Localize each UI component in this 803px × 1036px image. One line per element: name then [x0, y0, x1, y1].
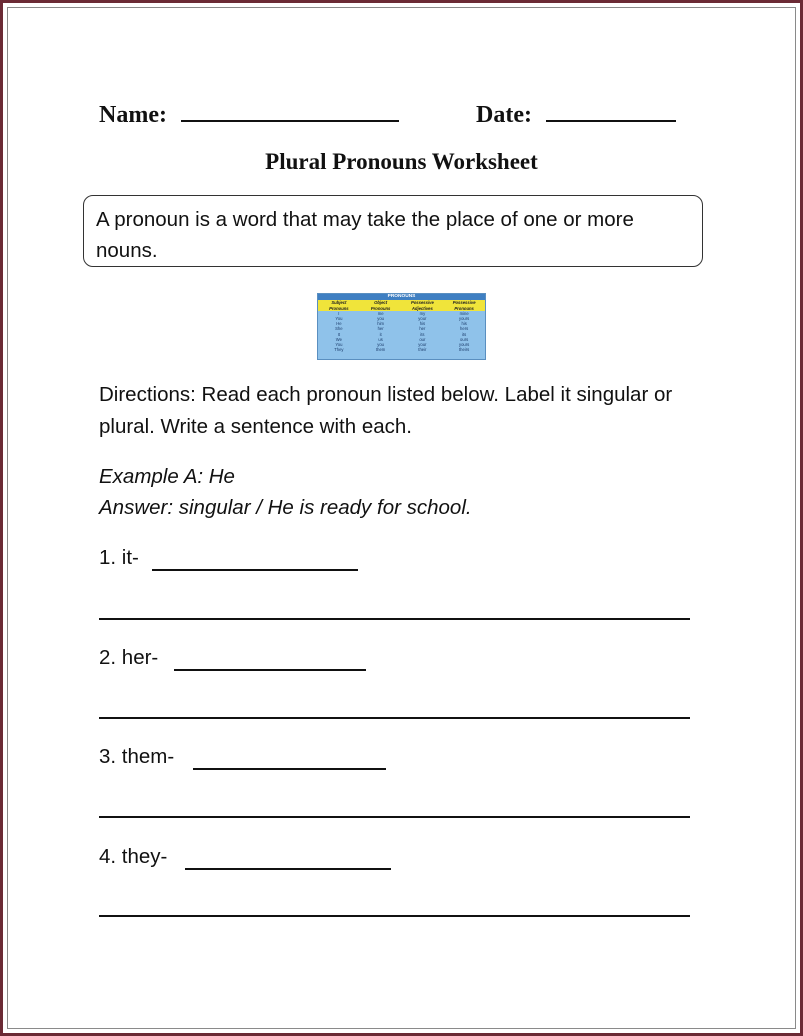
date-field-row	[476, 100, 676, 129]
pronoun-chart-cell: my	[419, 310, 426, 316]
pronoun-chart-cell: your	[418, 342, 427, 348]
question-1-label: 1. it-	[99, 546, 139, 569]
pronoun-chart-cell: me	[377, 310, 384, 316]
pronoun-chart-title: PRONOUNS	[318, 294, 485, 300]
chart-header-cell: Adjectives	[402, 306, 444, 311]
pronoun-chart-cell: hers	[460, 326, 469, 332]
pronoun-chart-cell: them	[375, 347, 386, 353]
question-4-sentence-line[interactable]	[99, 915, 690, 917]
pronoun-chart-cell: his	[419, 321, 426, 327]
pronoun-chart-cell: you	[377, 316, 384, 322]
example-answer: Answer: singular / He is ready for school.	[99, 496, 472, 519]
pronoun-chart-cell: her	[377, 326, 384, 332]
pronoun-chart-cell: It	[337, 331, 341, 337]
pronoun-chart-cell: They	[334, 347, 344, 353]
question-2-label-blank[interactable]	[174, 647, 366, 671]
pronoun-chart-cell: yours	[459, 316, 470, 322]
question-3-label: 3. them-	[99, 745, 175, 768]
question-4-label: 4. they-	[99, 845, 168, 868]
pronoun-chart-cell: her	[419, 326, 426, 332]
question-3-label-blank[interactable]	[193, 746, 386, 770]
pronoun-chart-cell: its	[462, 331, 467, 337]
pronoun-chart-cell: We	[335, 336, 342, 342]
name-blank[interactable]	[181, 100, 399, 122]
pronoun-chart-cell: yours	[459, 342, 470, 348]
pronoun-chart-cell: He	[336, 321, 342, 327]
name-label: Name:	[99, 102, 167, 128]
pronoun-chart-body	[318, 311, 485, 353]
chart-header-cell: Pronouns	[443, 306, 485, 311]
pronoun-chart-row	[318, 347, 485, 352]
pronoun-chart	[317, 293, 486, 360]
name-field-row	[99, 100, 399, 129]
question-2-label: 2. her-	[99, 646, 159, 669]
chart-header-cell: Pronouns	[360, 306, 402, 311]
pronoun-chart-cell: You	[335, 316, 343, 322]
pronoun-chart-cell: She	[335, 326, 343, 332]
worksheet-title: Plural Pronouns Worksheet	[265, 149, 538, 174]
pronoun-chart-cell: ours	[460, 336, 469, 342]
pronoun-chart-cell: you	[377, 342, 384, 348]
definition-text: A pronoun is a word that may take the place of one or more nouns.	[96, 208, 634, 262]
pronoun-chart-cell: their	[418, 347, 427, 353]
chart-header-cell: Pronouns	[318, 306, 360, 311]
pronoun-chart-cell: mine	[459, 310, 469, 316]
pronoun-chart-cell: us	[378, 336, 383, 342]
definition-box	[83, 195, 703, 267]
pronoun-chart-cell: him	[377, 321, 384, 327]
pronoun-chart-cell: theirs	[459, 347, 470, 353]
chart-header-cell: Possessive	[402, 300, 444, 305]
chart-header-cell: Object	[360, 300, 402, 305]
directions-text: Directions: Read each pronoun listed below. Label it singular or plural. Write a sentence with each.	[99, 383, 673, 438]
pronoun-chart-cell: your	[418, 316, 427, 322]
question-4-label-blank[interactable]	[185, 846, 391, 870]
question-1-label-blank[interactable]	[152, 547, 358, 571]
pronoun-chart-cell: You	[335, 342, 343, 348]
chart-header-cell: Subject	[318, 300, 360, 305]
pronoun-chart-cell: it	[379, 331, 382, 337]
example-prompt: Example A: He	[99, 465, 235, 488]
pronoun-chart-cell: our	[419, 336, 426, 342]
date-label: Date:	[476, 102, 532, 128]
pronoun-chart-cell: his	[461, 321, 467, 327]
date-blank[interactable]	[546, 100, 676, 122]
question-3-sentence-line[interactable]	[99, 816, 690, 818]
question-1-sentence-line[interactable]	[99, 618, 690, 620]
pronoun-chart-cell: I	[338, 310, 340, 316]
pronoun-chart-cell: its	[420, 331, 425, 337]
chart-header-cell: Possessive	[443, 300, 485, 305]
question-2-sentence-line[interactable]	[99, 717, 690, 719]
